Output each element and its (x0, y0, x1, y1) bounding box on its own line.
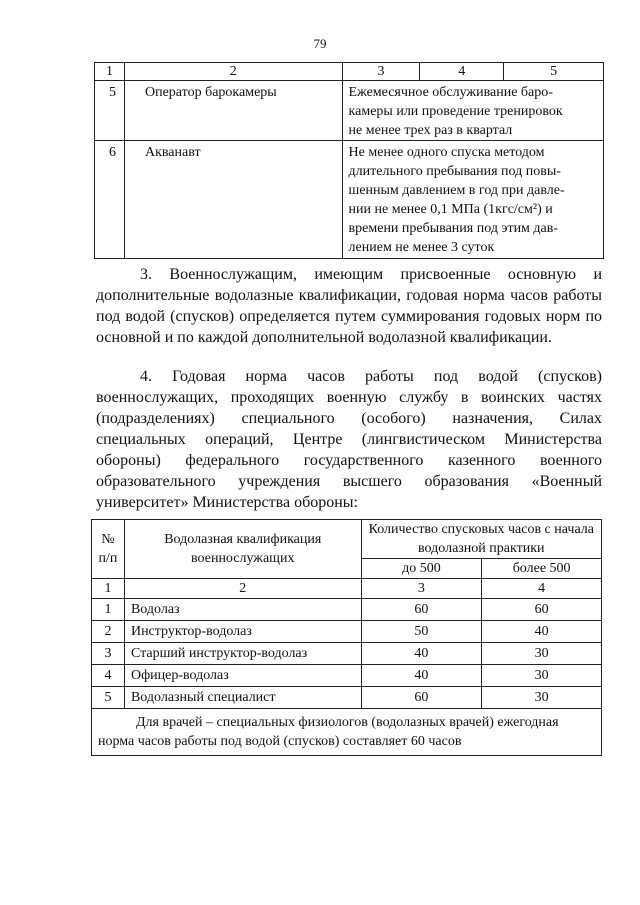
annual-norm-table (91, 519, 602, 756)
row-name: Старший инструктор-водолаз (124, 643, 361, 665)
row-upto-500: 40 (361, 665, 482, 687)
index-cell: 1 (92, 579, 125, 599)
table-row (95, 141, 604, 259)
header-cell: 2 (124, 63, 342, 81)
row-requirement: Ежемесячное обслуживание баро- камеры или проведение тренировок не менее трех раз в квартал (342, 81, 603, 141)
table-row (92, 599, 602, 621)
row-name: Водолазный специалист (124, 687, 361, 709)
header-over-500: более 500 (482, 559, 602, 579)
table-note: Для врачей – специальных физиологов (водолазных врачей) ежегодная норма часов работы под водой (спусков) составляет 60 часов (92, 709, 602, 756)
header-cell: 1 (95, 63, 125, 81)
row-number: 6 (95, 141, 125, 259)
row-name: Инструктор-водолаз (124, 621, 361, 643)
header-cell: 4 (420, 63, 504, 81)
header-num: № п/п (92, 520, 125, 579)
row-number: 5 (92, 687, 125, 709)
row-over-500: 40 (482, 621, 602, 643)
paragraph-4: 4. Годовая норма часов работы под водой (спусков) военнослужащих, проходящих военную службу в воинских частях (подразделениях) специального (особого) назначения, Силах специальных операций, Центре (лингвистическом Министерства обороны) федерального государственного казенного военного образовательного учреждения высшего образования «Военный университет» Министерства обороны: (96, 368, 602, 511)
index-cell: 4 (482, 579, 602, 599)
row-name: Офицер-водолаз (124, 665, 361, 687)
table-note-row (92, 709, 602, 756)
row-number: 5 (95, 81, 125, 141)
row-name: Оператор барокамеры (124, 81, 342, 141)
row-upto-500: 60 (361, 599, 482, 621)
header-qualification: Водолазная квалификация военнослужащих (124, 520, 361, 579)
row-over-500: 30 (482, 643, 602, 665)
table-index-row (92, 579, 602, 599)
row-number: 1 (92, 599, 125, 621)
table-row (92, 643, 602, 665)
qualification-requirements-table (94, 62, 604, 259)
row-over-500: 30 (482, 665, 602, 687)
row-upto-500: 40 (361, 643, 482, 665)
header-hours: Количество спусковых часов с начала водолазной практики (361, 520, 601, 559)
table-header-row (92, 520, 602, 559)
paragraph-3: 3. Военнослужащим, имеющим присвоенные основную и дополнительные водолазные квалификации, годовая норма часов работы под водой (спусков) определяется путем суммирования годовых норм по основной и по каждой дополнительной водолазной квалификации. (96, 266, 602, 346)
table-header-row (95, 63, 604, 81)
row-number: 4 (92, 665, 125, 687)
row-number: 2 (92, 621, 125, 643)
header-upto-500: до 500 (361, 559, 482, 579)
table-row (92, 687, 602, 709)
header-cell: 5 (504, 63, 604, 81)
row-over-500: 30 (482, 687, 602, 709)
index-cell: 3 (361, 579, 482, 599)
index-cell: 2 (124, 579, 361, 599)
row-name: Акванавт (124, 141, 342, 259)
row-over-500: 60 (482, 599, 602, 621)
row-name: Водолаз (124, 599, 361, 621)
page-number: 79 (313, 36, 327, 51)
table-row (95, 81, 604, 141)
row-number: 3 (92, 643, 125, 665)
header-cell: 3 (342, 63, 420, 81)
row-upto-500: 60 (361, 687, 482, 709)
row-requirement: Не менее одного спуска методом длительного пребывания под повы- шенным давлением в год при давле- нии не менее 0,1 МПа (1кгс/см²) и времени пребывания под этим дав- лением не менее 3 суток (342, 141, 603, 259)
table-row (92, 621, 602, 643)
table-row (92, 665, 602, 687)
row-upto-500: 50 (361, 621, 482, 643)
